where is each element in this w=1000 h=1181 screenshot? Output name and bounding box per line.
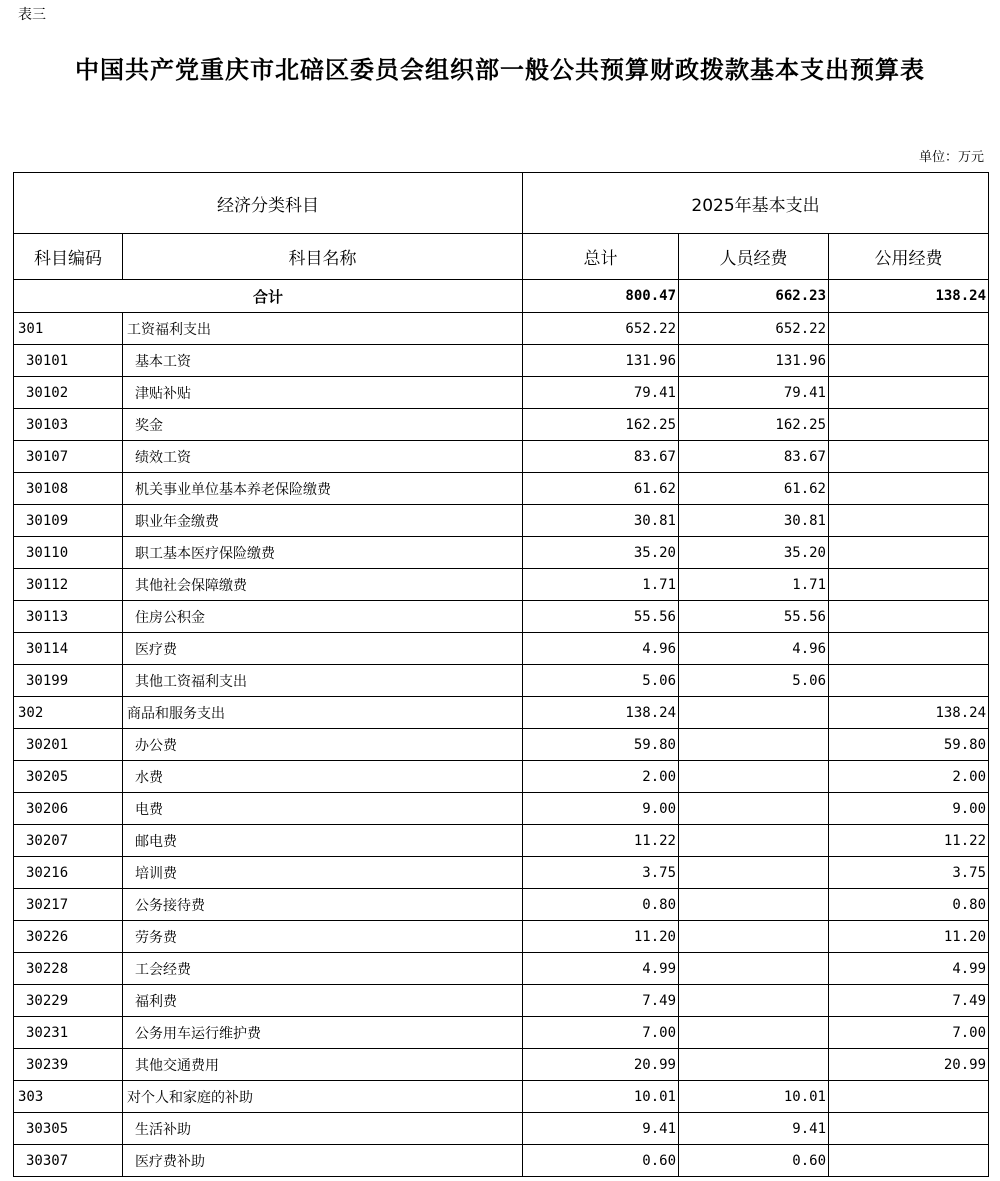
row-code: 30216 <box>14 857 123 889</box>
row-personnel: 9.41 <box>679 1113 829 1145</box>
row-total: 7.00 <box>523 1017 679 1049</box>
row-code: 30103 <box>14 409 123 441</box>
row-code: 30199 <box>14 665 123 697</box>
row-code: 30207 <box>14 825 123 857</box>
row-code: 30107 <box>14 441 123 473</box>
row-total: 20.99 <box>523 1049 679 1081</box>
row-personnel <box>679 889 829 921</box>
row-public: 0.80 <box>829 889 989 921</box>
header-name: 科目名称 <box>123 234 523 280</box>
row-public: 11.20 <box>829 921 989 953</box>
table-row <box>14 601 989 633</box>
row-personnel <box>679 1017 829 1049</box>
summary-total: 800.47 <box>523 280 679 313</box>
table-row <box>14 1145 989 1177</box>
row-code: 303 <box>14 1081 123 1113</box>
row-public <box>829 569 989 601</box>
row-public: 4.99 <box>829 953 989 985</box>
table-row <box>14 409 989 441</box>
row-total: 4.96 <box>523 633 679 665</box>
table-row <box>14 697 989 729</box>
row-name: 机关事业单位基本养老保险缴费 <box>123 473 523 505</box>
row-personnel: 55.56 <box>679 601 829 633</box>
row-personnel: 61.62 <box>679 473 829 505</box>
row-personnel: 35.20 <box>679 537 829 569</box>
row-name: 职业年金缴费 <box>123 505 523 537</box>
row-name: 生活补助 <box>123 1113 523 1145</box>
table-row <box>14 953 989 985</box>
row-public <box>829 1113 989 1145</box>
header-row-group <box>14 173 989 234</box>
table-row <box>14 345 989 377</box>
row-public <box>829 537 989 569</box>
page-title: 中国共产党重庆市北碚区委员会组织部一般公共预算财政拨款基本支出预算表 <box>75 55 925 84</box>
row-total: 0.80 <box>523 889 679 921</box>
row-name: 办公费 <box>123 729 523 761</box>
row-name: 福利费 <box>123 985 523 1017</box>
header-code: 科目编码 <box>14 234 123 280</box>
table-row <box>14 537 989 569</box>
row-personnel <box>679 825 829 857</box>
row-public: 7.00 <box>829 1017 989 1049</box>
row-code: 30112 <box>14 569 123 601</box>
row-public <box>829 377 989 409</box>
header-total: 总计 <box>523 234 679 280</box>
row-public <box>829 313 989 345</box>
row-code: 30307 <box>14 1145 123 1177</box>
row-personnel: 5.06 <box>679 665 829 697</box>
row-public: 3.75 <box>829 857 989 889</box>
table-row <box>14 441 989 473</box>
row-name: 医疗费 <box>123 633 523 665</box>
row-name: 住房公积金 <box>123 601 523 633</box>
row-code: 30231 <box>14 1017 123 1049</box>
row-personnel: 162.25 <box>679 409 829 441</box>
header-row-columns <box>14 234 989 280</box>
row-code: 30101 <box>14 345 123 377</box>
row-code: 30205 <box>14 761 123 793</box>
row-code: 30226 <box>14 921 123 953</box>
row-public: 7.49 <box>829 985 989 1017</box>
row-public <box>829 505 989 537</box>
row-public <box>829 409 989 441</box>
row-code: 30108 <box>14 473 123 505</box>
row-public <box>829 441 989 473</box>
row-personnel: 30.81 <box>679 505 829 537</box>
row-personnel: 1.71 <box>679 569 829 601</box>
summary-row <box>14 280 989 313</box>
table-number-label: 表三 <box>18 7 46 23</box>
table-row <box>14 985 989 1017</box>
row-public: 20.99 <box>829 1049 989 1081</box>
table-row <box>14 633 989 665</box>
row-total: 61.62 <box>523 473 679 505</box>
row-name: 职工基本医疗保险缴费 <box>123 537 523 569</box>
row-code: 301 <box>14 313 123 345</box>
row-code: 30239 <box>14 1049 123 1081</box>
row-personnel <box>679 985 829 1017</box>
row-total: 138.24 <box>523 697 679 729</box>
row-public <box>829 1081 989 1113</box>
row-public <box>829 665 989 697</box>
row-total: 9.00 <box>523 793 679 825</box>
row-total: 131.96 <box>523 345 679 377</box>
row-public: 9.00 <box>829 793 989 825</box>
row-personnel <box>679 793 829 825</box>
row-total: 652.22 <box>523 313 679 345</box>
row-name: 其他交通费用 <box>123 1049 523 1081</box>
row-personnel <box>679 953 829 985</box>
table-row <box>14 761 989 793</box>
table-row <box>14 473 989 505</box>
row-code: 302 <box>14 697 123 729</box>
row-code: 30109 <box>14 505 123 537</box>
table-row <box>14 921 989 953</box>
row-personnel <box>679 697 829 729</box>
header-personnel: 人员经费 <box>679 234 829 280</box>
row-public: 2.00 <box>829 761 989 793</box>
table-row <box>14 1113 989 1145</box>
row-code: 30114 <box>14 633 123 665</box>
row-name: 公务接待费 <box>123 889 523 921</box>
row-name: 劳务费 <box>123 921 523 953</box>
table-row <box>14 1081 989 1113</box>
row-total: 30.81 <box>523 505 679 537</box>
header-basic-expenditure: 2025年基本支出 <box>523 173 989 234</box>
row-code: 30113 <box>14 601 123 633</box>
row-code: 30305 <box>14 1113 123 1145</box>
row-total: 55.56 <box>523 601 679 633</box>
row-name: 水费 <box>123 761 523 793</box>
summary-public: 138.24 <box>829 280 989 313</box>
row-personnel: 4.96 <box>679 633 829 665</box>
row-name: 津贴补贴 <box>123 377 523 409</box>
row-total: 162.25 <box>523 409 679 441</box>
row-personnel <box>679 857 829 889</box>
row-name: 基本工资 <box>123 345 523 377</box>
table-row <box>14 505 989 537</box>
row-total: 5.06 <box>523 665 679 697</box>
row-public: 59.80 <box>829 729 989 761</box>
row-name: 医疗费补助 <box>123 1145 523 1177</box>
table-row <box>14 889 989 921</box>
row-personnel <box>679 1049 829 1081</box>
row-name: 其他工资福利支出 <box>123 665 523 697</box>
unit-label: 单位：万元 <box>918 150 984 165</box>
row-total: 59.80 <box>523 729 679 761</box>
row-total: 11.22 <box>523 825 679 857</box>
table-row <box>14 857 989 889</box>
row-code: 30102 <box>14 377 123 409</box>
summary-personnel: 662.23 <box>679 280 829 313</box>
row-total: 10.01 <box>523 1081 679 1113</box>
row-total: 83.67 <box>523 441 679 473</box>
row-total: 1.71 <box>523 569 679 601</box>
table-row <box>14 825 989 857</box>
row-name: 商品和服务支出 <box>123 697 523 729</box>
row-total: 79.41 <box>523 377 679 409</box>
row-public: 11.22 <box>829 825 989 857</box>
table-row <box>14 793 989 825</box>
row-personnel: 652.22 <box>679 313 829 345</box>
table-row <box>14 665 989 697</box>
row-total: 35.20 <box>523 537 679 569</box>
table-row <box>14 1049 989 1081</box>
row-public: 138.24 <box>829 697 989 729</box>
row-total: 4.99 <box>523 953 679 985</box>
row-total: 11.20 <box>523 921 679 953</box>
row-personnel: 0.60 <box>679 1145 829 1177</box>
row-public <box>829 473 989 505</box>
row-code: 30206 <box>14 793 123 825</box>
row-public <box>829 601 989 633</box>
row-total: 2.00 <box>523 761 679 793</box>
row-personnel: 10.01 <box>679 1081 829 1113</box>
table-row <box>14 313 989 345</box>
row-code: 30110 <box>14 537 123 569</box>
table-row <box>14 729 989 761</box>
row-public <box>829 345 989 377</box>
row-name: 邮电费 <box>123 825 523 857</box>
row-name: 绩效工资 <box>123 441 523 473</box>
row-personnel: 83.67 <box>679 441 829 473</box>
row-total: 7.49 <box>523 985 679 1017</box>
row-name: 培训费 <box>123 857 523 889</box>
row-public <box>829 633 989 665</box>
row-public <box>829 1145 989 1177</box>
row-total: 3.75 <box>523 857 679 889</box>
row-personnel <box>679 921 829 953</box>
budget-table <box>13 172 989 1177</box>
header-economic-category: 经济分类科目 <box>14 173 523 234</box>
row-name: 其他社会保障缴费 <box>123 569 523 601</box>
row-name: 工会经费 <box>123 953 523 985</box>
table-row <box>14 377 989 409</box>
row-name: 对个人和家庭的补助 <box>123 1081 523 1113</box>
row-code: 30217 <box>14 889 123 921</box>
table-row <box>14 1017 989 1049</box>
row-total: 9.41 <box>523 1113 679 1145</box>
row-personnel <box>679 761 829 793</box>
row-total: 0.60 <box>523 1145 679 1177</box>
row-code: 30201 <box>14 729 123 761</box>
row-personnel <box>679 729 829 761</box>
row-name: 电费 <box>123 793 523 825</box>
row-name: 奖金 <box>123 409 523 441</box>
summary-label: 合计 <box>14 280 523 313</box>
row-personnel: 79.41 <box>679 377 829 409</box>
row-code: 30228 <box>14 953 123 985</box>
row-personnel: 131.96 <box>679 345 829 377</box>
row-code: 30229 <box>14 985 123 1017</box>
table-row <box>14 569 989 601</box>
row-name: 公务用车运行维护费 <box>123 1017 523 1049</box>
row-name: 工资福利支出 <box>123 313 523 345</box>
header-public: 公用经费 <box>829 234 989 280</box>
